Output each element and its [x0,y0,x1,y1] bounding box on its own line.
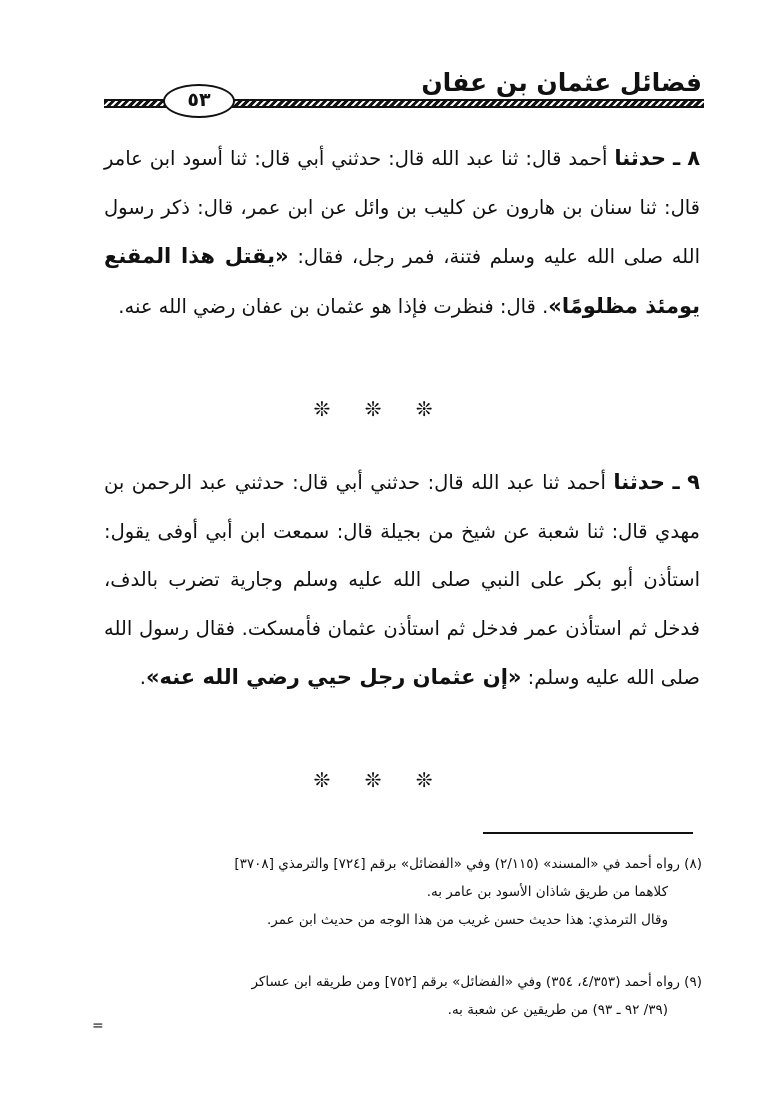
hadith-8-paragraph [104,134,700,331]
hadith-dash: ـ [672,470,680,494]
hadith-opening-word: حدثنا [613,470,665,494]
section-separator: ❊ ❊ ❊ [313,768,447,792]
hadith-text: أحمد ثنا عبد الله قال: حدثني أبي قال: حدثني عبد الرحمن بن مهدي قال: ثنا شعبة عن شيخ من بجيلة قال: سمعت ابن أبي أوفى يقول: استأذن أبو بكر على النبي صلى الله عليه وسلم وجارية تضرب بالدف، فدخل ثم استأذن عمر فدخل ثم استأذن عثمان فأمسكت. فقال رسول الله صلى الله عليه وسلم: [104,471,700,689]
hadith-number: ٨ [687,146,701,170]
hadith-dash: ـ [673,146,681,170]
footnote-divider [483,832,693,834]
hadith-number: ٩ [687,470,700,494]
page-number: ٥٣ [163,84,235,118]
footnote-line: وقال الترمذي: هذا حديث حسن غريب من هذا الوجه من حديث ابن عمر. [266,912,668,928]
footnote-line: (٣٩/ ٩٢ ـ ٩٣) من طريقين عن شعبة به. [447,1002,668,1018]
section-separator: ❊ ❊ ❊ [313,397,447,421]
footnote-line: (٩) رواه أحمد (٤/٣٥٣، ٣٥٤) وفي «الفضائل» برقم [٧٥٢] ومن طريقه ابن عساكر [251,974,702,990]
margin-mark: = [92,1018,104,1034]
hadith-9-paragraph [104,458,700,703]
prophetic-quote: «يقتل هذا المقنع يومئذ مظلومًا» [104,244,700,318]
footnote-9 [96,968,702,1024]
footnote-line: (٨) رواه أحمد في «المسند» (٢/١١٥) وفي «الفضائل» برقم [٧٢٤] والترمذي [٣٧٠٨] [234,856,702,872]
footnote-8 [96,850,702,934]
hadith-text: أحمد قال: ثنا عبد الله قال: حدثني أبي قال: ثنا أسود ابن عامر قال: ثنا سنان بن هارون عن كليب بن وائل عن ابن عمر، قال: ذكر رسول الله صلى الله عليه وسلم فتنة، فمر رجل، فقال: [104,147,700,268]
hadith-text-end: . [139,666,146,689]
hadith-opening-word: حدثنا [614,146,666,170]
hadith-text-end: . قال: فنظرت فإذا هو عثمان بن عفان رضي الله عنه. [118,294,549,318]
running-header-title: فضائل عثمان بن عفان [421,68,702,97]
footnote-line: كلاهما من طريق شاذان الأسود بن عامر به. [426,884,668,900]
prophetic-quote: «إن عثمان رجل حيي رضي الله عنه» [145,665,522,689]
